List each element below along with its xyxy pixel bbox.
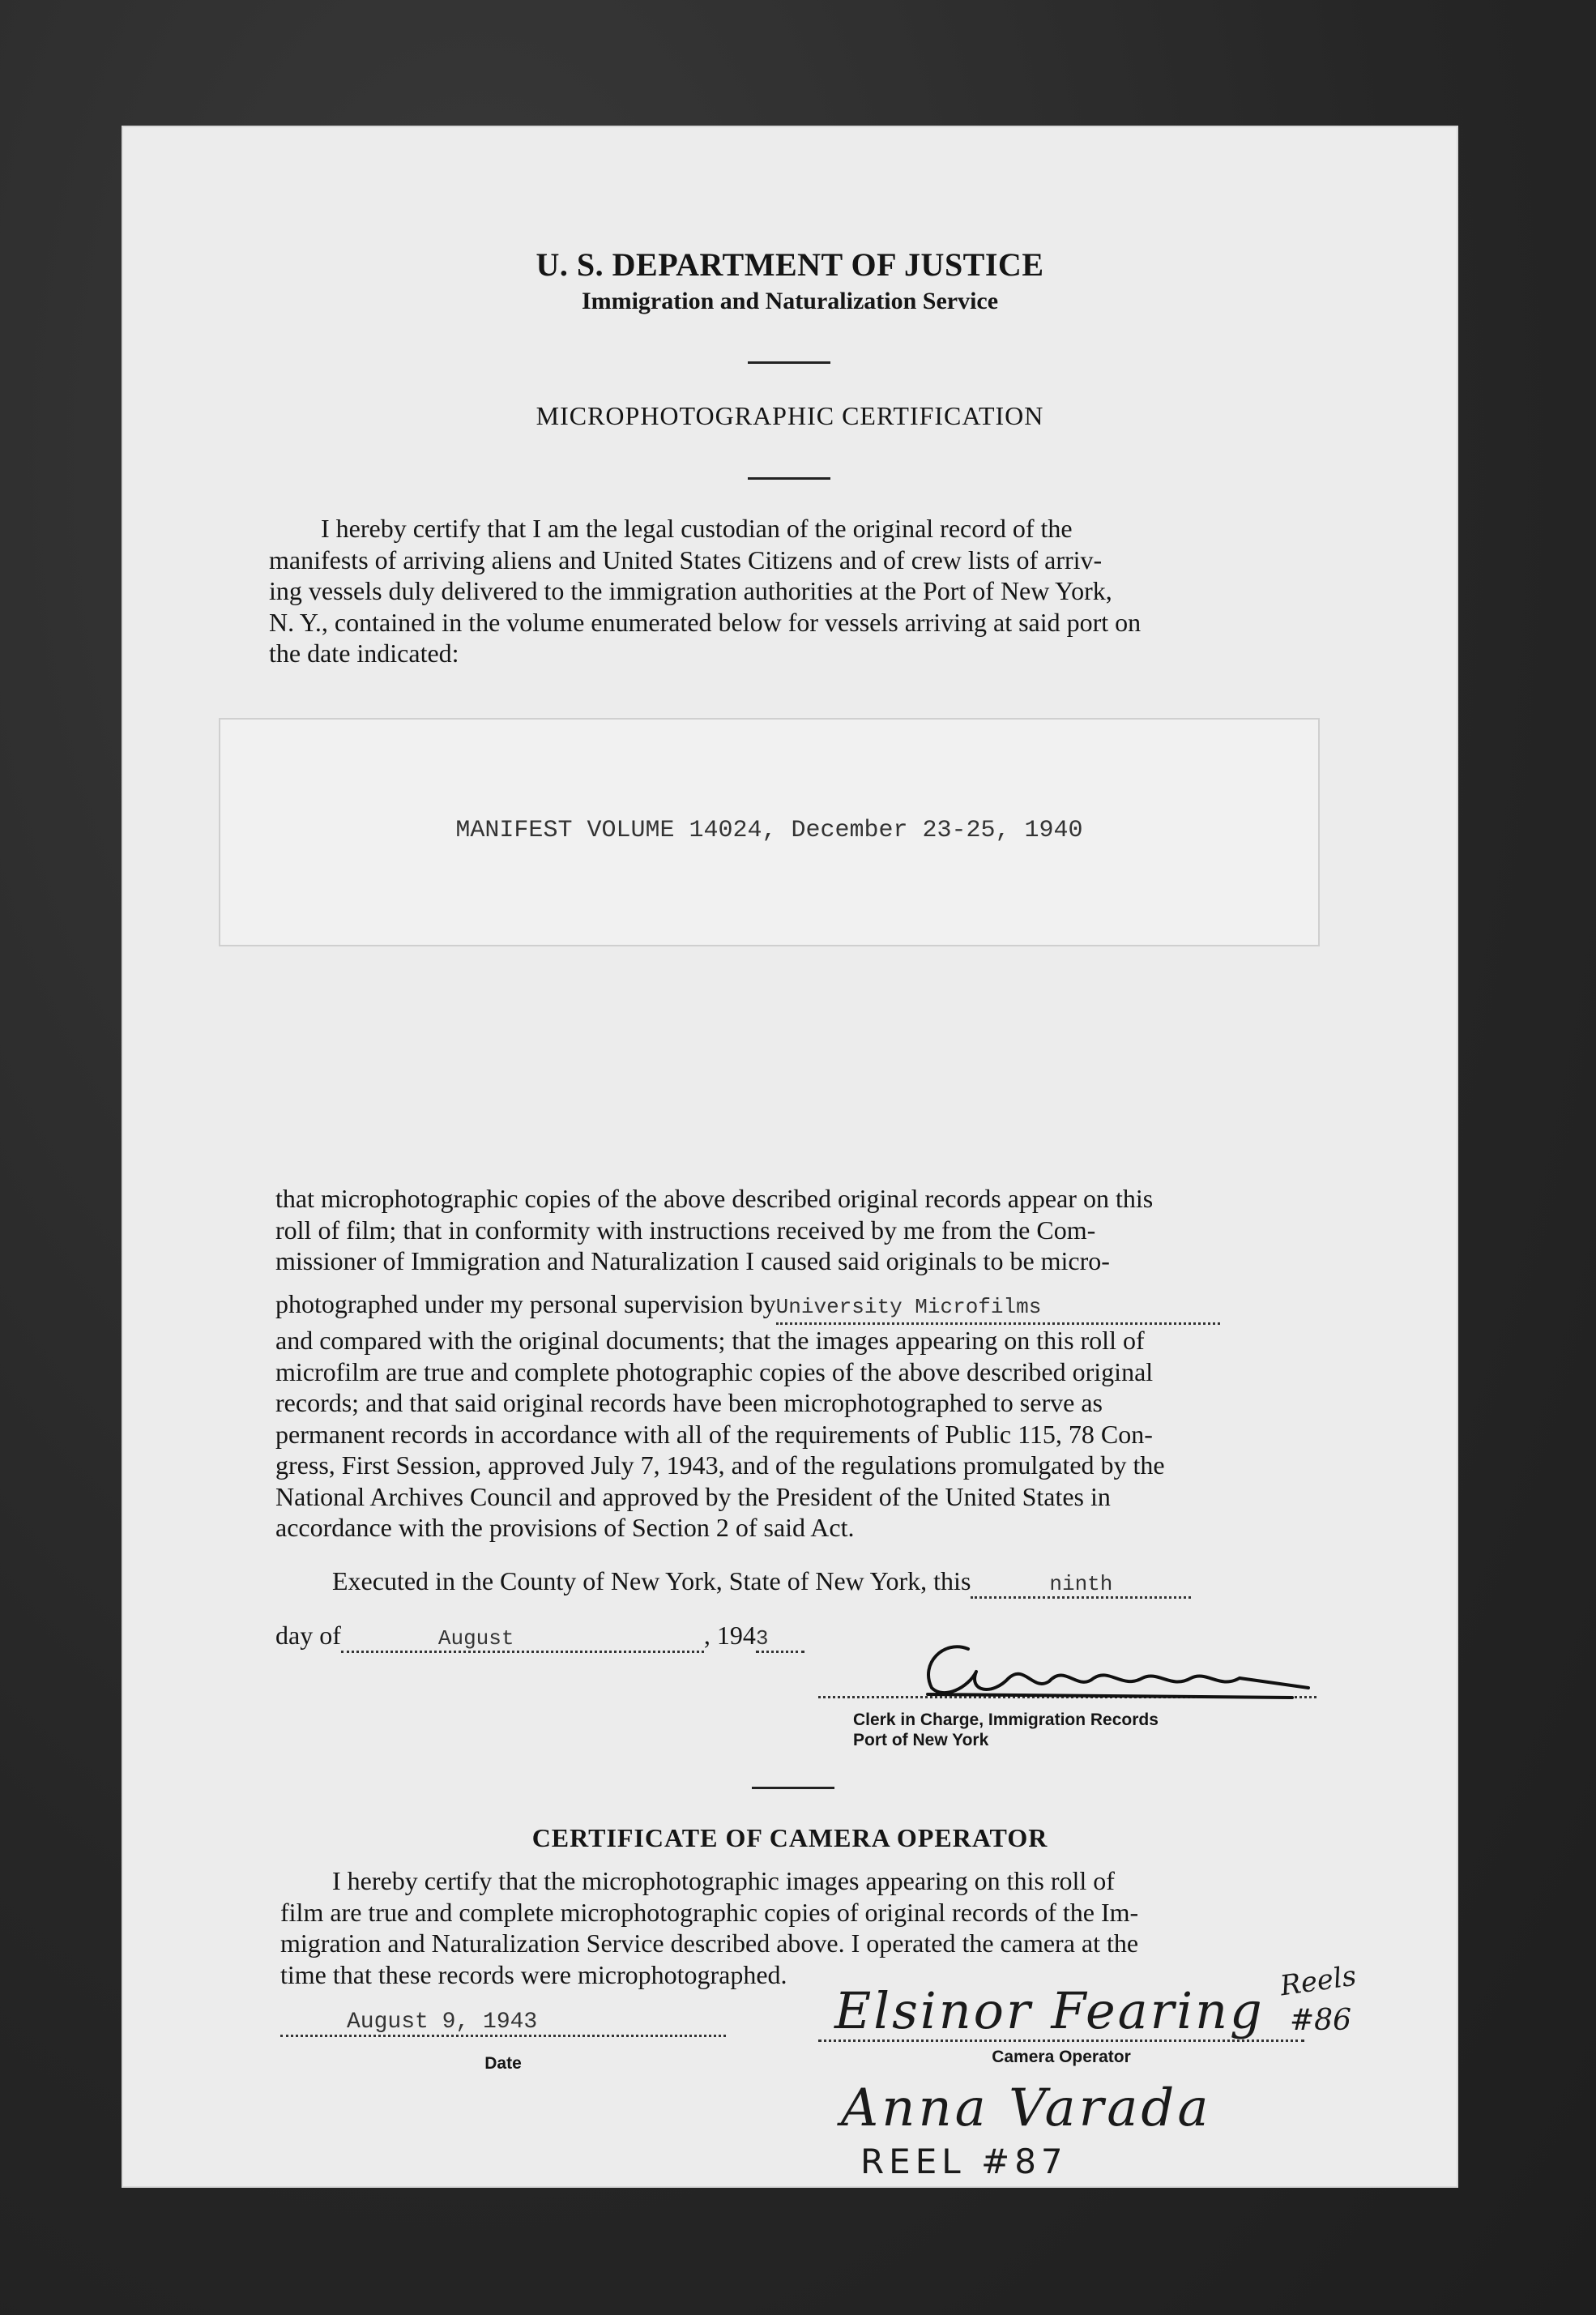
volume-box xyxy=(219,718,1320,946)
camera-line: migration and Naturalization Service described above. I operated the camera at the xyxy=(280,1928,1139,1958)
body-line: roll of film; that in conformity with instructions received by me from the Com- xyxy=(275,1215,1096,1245)
day-of-prefix: day of xyxy=(275,1621,341,1650)
second-reel-note: REEL #87 xyxy=(860,2142,1068,2181)
supervision-prefix: photographed under my personal supervision by xyxy=(275,1288,776,1318)
body-line: microfilm are true and complete photographic copies of the above described original xyxy=(275,1356,1154,1386)
supervision-value: University Microfilms xyxy=(776,1292,1220,1326)
executed-prefix: Executed in the County of New York, State of New York, this xyxy=(332,1566,971,1595)
header-divider xyxy=(748,361,830,364)
reel-number-note: #86 xyxy=(1290,2004,1351,2037)
date-label: Date xyxy=(484,2054,522,2073)
body-line: that microphotographic copies of the above described original records appear on this xyxy=(275,1184,1154,1213)
service-subheading: Immigration and Naturalization Service xyxy=(581,288,999,314)
intro-line: I hereby certify that I am the legal custodian of the original record of the xyxy=(321,514,1073,543)
camera-heading: CERTIFICATE OF CAMERA OPERATOR xyxy=(531,1823,1048,1852)
second-signature: Anna Varada xyxy=(841,2078,1212,2138)
clerk-port-line: Port of New York xyxy=(853,1731,989,1749)
camera-line: time that these records were microphotographed. xyxy=(280,1959,787,1989)
body-line: missioner of Immigration and Naturalization I caused said originals to be micro- xyxy=(275,1246,1110,1275)
day-of-line xyxy=(275,1621,804,1653)
intro-line: N. Y., contained in the volume enumerated below for vessels arriving at said port on xyxy=(269,607,1142,637)
clerk-signature xyxy=(911,1631,1316,1704)
reels-note: Reels xyxy=(1278,1959,1359,2003)
month-value: August xyxy=(341,1626,704,1653)
camera-paragraph xyxy=(280,1865,1447,1990)
camera-divider xyxy=(752,1787,834,1789)
body-line: gress, First Session, approved July 7, 1943, and of the regulations promulgated by the xyxy=(275,1450,1165,1480)
camera-line: I hereby certify that the microphotographic images appearing on this roll of xyxy=(332,1866,1115,1895)
executed-day: ninth xyxy=(971,1572,1191,1599)
date-value: August 9, 1943 xyxy=(280,2010,726,2037)
intro-line: ing vessels duly delivered to the immigration authorities at the Port of New York, xyxy=(269,576,1112,605)
clerk-title xyxy=(853,1710,1159,1750)
year-digit: 3 xyxy=(756,1626,804,1653)
intro-line: manifests of arriving aliens and United States Citizens and of crew lists of arriv- xyxy=(269,545,1103,574)
body-line: National Archives Council and approved by the President of the United States in xyxy=(275,1481,1111,1511)
operator-label: Camera Operator xyxy=(992,2048,1131,2066)
supervision-line xyxy=(275,1288,1442,1326)
operator-signature: Elsinor Fearing xyxy=(834,1981,1265,2040)
body-line: permanent records in accordance with all of the requirements of Public 115, 78 Con- xyxy=(275,1419,1153,1449)
clerk-title-line: Clerk in Charge, Immigration Records xyxy=(853,1711,1159,1729)
body-line: records; and that said original records have been microphotographed to serve as xyxy=(275,1388,1103,1417)
executed-line xyxy=(332,1566,1442,1599)
intro-line: the date indicated: xyxy=(269,639,459,668)
certification-title: MICROPHOTOGRAPHIC CERTIFICATION xyxy=(536,401,1044,430)
year-prefix: , 194 xyxy=(703,1621,756,1650)
body-line: and compared with the original documents; that the images appearing on this roll of xyxy=(275,1326,1145,1355)
title-divider xyxy=(748,477,830,480)
intro-paragraph xyxy=(269,513,1436,669)
certification-body xyxy=(275,1183,1442,1544)
certificate-page xyxy=(122,126,1458,2188)
manifest-volume-text: MANIFEST VOLUME 14024, December 23-25, 1940 xyxy=(455,817,1083,844)
body-line: accordance with the provisions of Section 2 of said Act. xyxy=(275,1513,855,1542)
department-heading: U. S. DEPARTMENT OF JUSTICE xyxy=(536,246,1044,283)
camera-line: film are true and complete microphotographic copies of original records of the Im- xyxy=(280,1897,1139,1927)
